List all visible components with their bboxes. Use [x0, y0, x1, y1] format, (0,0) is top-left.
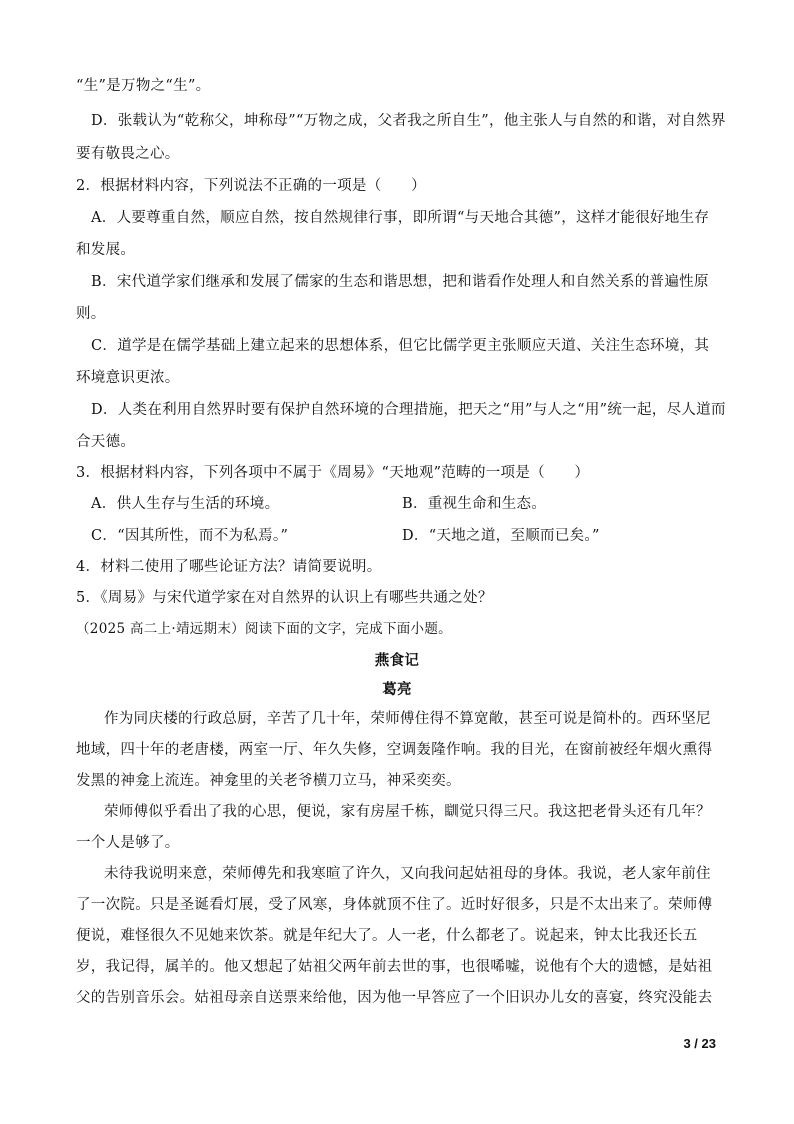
- paragraph-line: 父的告别音乐会。姑祖母亲自送票来给他，因为他一早答应了一个旧识办儿女的喜宴，终究没能去: [76, 990, 713, 1006]
- paragraph-line: 发黑的神龛上流连。神龛里的关老爷横刀立马，神采奕奕。: [76, 773, 461, 789]
- text-line: “生”是万物之“生”。: [76, 78, 211, 94]
- article-author: 葛亮: [382, 681, 412, 698]
- paragraph-line: 作为同庆楼的行政总厨，辛苦了几十年，荣师傅住得不算宽敞，甚至可说是简朴的。西环坚尼: [104, 711, 711, 727]
- option-c-line: C．道学是在儒学基础上建立起来的思想体系，但它比儒学更主张顺应天道、关注生态环境，其: [91, 338, 710, 354]
- option-b-line: B．宋代道学家们继承和发展了儒家的生态和谐思想，把和谐看作处理人和自然关系的普遍性原: [91, 274, 709, 290]
- article-title: 燕食记: [374, 652, 420, 669]
- paragraph-line: 便说，难怪很久不见她来饮茶。就是年纪大了。人一老，什么都老了。说起来，钟太比我还长五: [76, 928, 698, 944]
- option-b: B．重视生命和生态。: [402, 496, 547, 512]
- option-a-line: A．人要尊重自然，顺应自然，按自然规律行事，即所谓“与天地合其德”，这样才能很好地生存: [91, 210, 710, 226]
- text-line: 则。: [76, 306, 106, 322]
- question-3: 3．根据材料内容，下列各项中不属于《周易》“天地观”范畴的一项是（ ）: [76, 465, 590, 481]
- text-line: 和发展。: [76, 242, 136, 258]
- paragraph-line: 岁，我记得，属羊的。他又想起了姑祖父两年前去世的事，也很唏嘘，说他有个大的遗憾，是姑祖: [76, 959, 713, 975]
- text-line: 环境意识更浓。: [76, 370, 180, 386]
- paragraph-line: 了一次院。只是圣诞看灯展，受了风寒，身体就顶不住了。近时好很多，只是不太出来了。荣师傅: [76, 897, 713, 913]
- text-line: 合天德。: [76, 434, 136, 450]
- question-5: 5．《周易》与宋代道学家在对自然界的认识上有哪些共通之处？: [76, 590, 493, 606]
- page-number: 3 / 23: [683, 1036, 716, 1051]
- source-note: （2025 高二上·靖远期末）阅读下面的文字，完成下面小题。: [76, 621, 452, 637]
- option-d-line: D．人类在利用自然界时要有保护自然环境的合理措施，把天之“用”与人之“用”统一起，尽人道而: [91, 402, 726, 418]
- option-c: C．“因其所性，而不为私焉。”: [91, 528, 289, 544]
- option-d-line: D．张载认为“乾称父，坤称母”“万物之成，父者我之所自生”，他主张人与自然的和谐，对自然界: [91, 113, 726, 129]
- option-d: D．“天地之道，至顺而已矣。”: [402, 528, 600, 544]
- paragraph-line: 一个人是够了。: [76, 835, 180, 851]
- paragraph-line: 未待我说明来意，荣师傅先和我寒暄了许久，又向我问起姑祖母的身体。我说，老人家年前住: [104, 866, 711, 882]
- option-a: A．供人生存与生活的环境。: [91, 496, 280, 512]
- text-line: 要有敬畏之心。: [76, 146, 180, 162]
- question-2: 2．根据材料内容，下列说法不正确的一项是（ ）: [76, 178, 426, 194]
- paragraph-line: 地域，四十年的老唐楼，两室一厅、年久失修，空调轰隆作响。我的目光，在窗前被经年烟火熏得: [76, 742, 713, 758]
- paragraph-line: 荣师傅似乎看出了我的心思，便说，家有房屋千栋，瞓觉只得三尺。我这把老骨头还有几年？: [104, 804, 711, 820]
- question-4: 4．材料二使用了哪些论证方法？请简要说明。: [76, 559, 382, 575]
